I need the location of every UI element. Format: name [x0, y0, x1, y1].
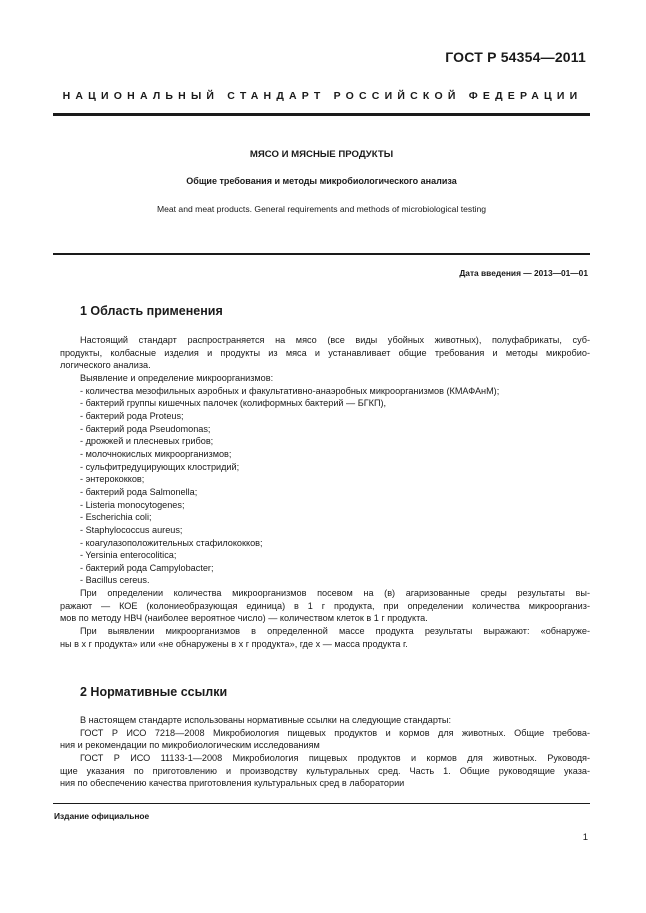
edition-label: Издание официальное	[54, 811, 150, 821]
list-item: - Escherichia coli;	[80, 512, 152, 523]
list-item: - бактерий рода Salmonella;	[80, 486, 198, 497]
detection-line: При выявлении микроорганизмов в определенной массе продукта результаты выражают: «обнаруже-	[80, 626, 590, 637]
section-2-body	[60, 714, 590, 790]
footer-rule	[53, 803, 590, 804]
scope-line: Настоящий стандарт распространяется на мясо (все виды убойных животных), полуфабрикаты, суб-	[80, 335, 590, 345]
introduction-date: Дата введения — 2013—01—01	[459, 268, 588, 278]
list-item: - Staphylococcus aureus;	[80, 524, 183, 535]
list-item: - энтерококков;	[80, 474, 145, 485]
list-item: - Listeria monocytogenes;	[80, 499, 185, 510]
section-1-body	[60, 334, 590, 650]
document-subtitle: Общие требования и методы микробиологического анализа	[186, 176, 457, 186]
list-item: - молочнокислых микроорганизмов;	[80, 448, 232, 459]
reference-line: ГОСТ Р ИСО 11133-1—2008 Микробиология пищевых продуктов и кормов для животных. Руководя-	[80, 752, 590, 763]
list-intro: Выявление и определение микроорганизмов:	[80, 372, 274, 383]
section-2-heading: 2 Нормативные ссылки	[80, 685, 228, 699]
scope-line: продукты, колбасные изделия и продукты из мяса и устанавливает общие требования и методы микробио-	[60, 347, 590, 358]
title-rule	[53, 253, 590, 255]
results-line: мов по методу НВЧ (наиболее вероятное число) — количеством клеток в 1 г продукта.	[60, 613, 428, 624]
reference-line: ния по обеспечению качества приготовления культуральных сред в лаборатории	[60, 778, 405, 789]
reference-line: ния и рекомендации по микробиологическим исследованиям	[60, 740, 320, 751]
list-item: - бактерий группы кишечных палочек (колиформных бактерий — БГКП),	[80, 398, 387, 409]
list-item: - дрожжей и плесневых грибов;	[80, 436, 214, 447]
national-standard-banner: НАЦИОНАЛЬНЫЙ СТАНДАРТ РОССИЙСКОЙ ФЕДЕРАЦИИ	[62, 90, 583, 102]
list-item: - бактерий рода Campylobacter;	[80, 562, 214, 573]
reference-line: ГОСТ Р ИСО 7218—2008 Микробиология пищевых продуктов и кормов для животных. Общие требова-	[80, 727, 590, 738]
references-intro: В настоящем стандарте использованы нормативные ссылки на следующие стандарты:	[80, 715, 452, 725]
page-number: 1	[582, 832, 588, 843]
list-item: - коагулазоположительных стафилококков;	[80, 537, 263, 548]
list-item: - сульфитредуцирующих клостридий;	[80, 461, 240, 472]
document-title: МЯСО И МЯСНЫЕ ПРОДУКТЫ	[249, 149, 394, 160]
standard-number: ГОСТ Р 54354—2011	[445, 49, 586, 65]
list-item: - Bacillus cereus.	[80, 575, 150, 586]
list-item: - Yersinia enterocolitica;	[80, 550, 177, 561]
list-item: - бактерий рода Pseudomonas;	[80, 423, 211, 434]
detection-line: ны в x г продукта» или «не обнаружены в x г продукта», где x — масса продукта г.	[60, 638, 408, 649]
list-item: - бактерий рода Proteus;	[80, 410, 184, 421]
header-rule	[53, 113, 590, 116]
reference-line: щие указания по приготовлению и производству культуральных сред. Часть 1. Общие руководящие указа-	[60, 765, 590, 776]
list-item: - количества мезофильных аэробных и факультативно-анаэробных микроорганизмов (КМАФАнМ);	[80, 385, 500, 396]
results-line: ражают — КОЕ (колониеобразующая единица) в 1 г продукта, при определении количества микроорганиз-	[60, 600, 590, 611]
results-line: При определении количества микроорганизмов посевом на (в) агаризованные среды результаты вы-	[80, 588, 590, 599]
section-1-heading: 1 Область применения	[80, 304, 223, 318]
english-title: Meat and meat products. General requirements and methods of microbiological testing	[156, 204, 487, 214]
scope-line: логического анализа.	[60, 360, 151, 371]
